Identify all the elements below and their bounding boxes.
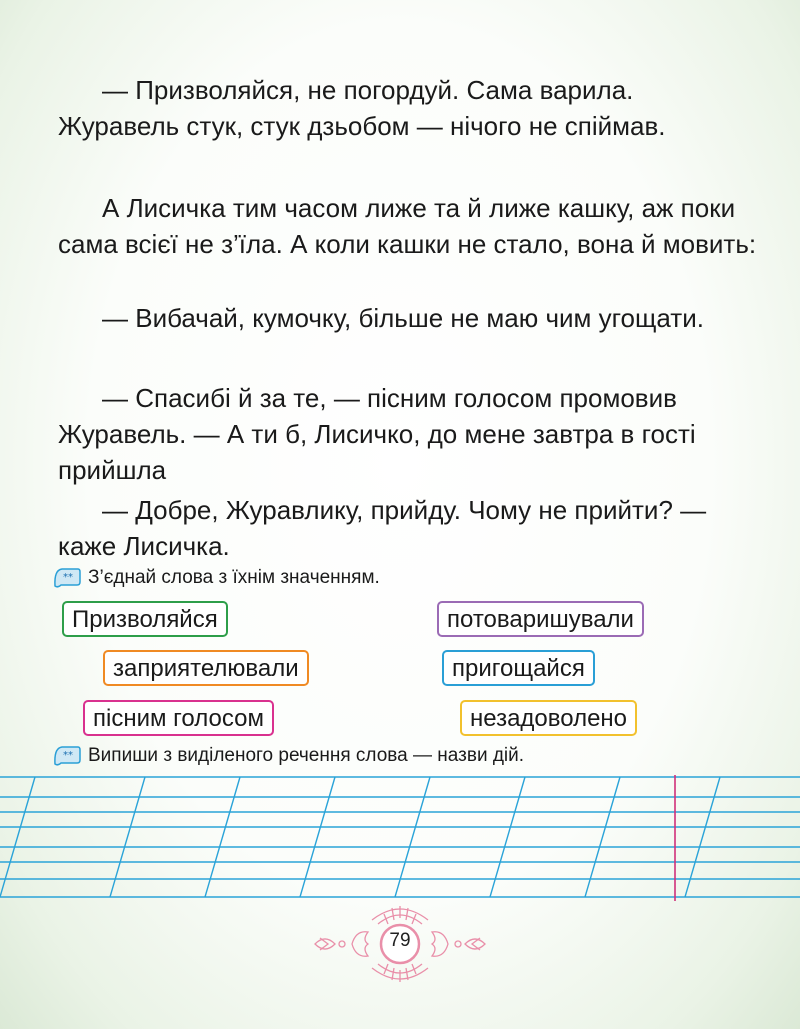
task-connect-text: З’єднай слова з їхнім значенням.: [88, 567, 380, 588]
task-connect-words: [52, 566, 380, 590]
story-paragraph-4: — Спасибі й за те, — пісним голосом промовив Журавель. — А ти б, Лисичко, до мене завтра в гості прийшла: [58, 383, 696, 485]
task-write-text: Випиши з виділеного речення слова — назви дій.: [88, 745, 525, 766]
page-number-ornament: [300, 900, 500, 990]
word-left-2[interactable]: заприятелювали: [103, 650, 309, 686]
svg-text:**: **: [63, 572, 73, 583]
word-right-2[interactable]: пригощайся: [442, 650, 595, 686]
word-right-3[interactable]: незадоволено: [460, 700, 637, 736]
story-paragraph-3: — Вибачай, кумочку, більше не маю чим угощати.: [102, 303, 704, 333]
page-number: 79: [389, 930, 411, 951]
writing-ruling[interactable]: [0, 775, 800, 905]
story-paragraph-5: — Добре, Журавлику, прийду. Чому не прийти? — каже Лисичка.: [58, 495, 707, 561]
word-left-1[interactable]: Призволяйся: [62, 601, 228, 637]
story-paragraph-2: А Лисичка тим часом лиже та й лиже кашку, аж поки сама всієї не з’їла. А коли кашки не стало, вона й мовить:: [58, 193, 757, 259]
task-star-icon: [52, 744, 82, 768]
task-write-actions: [52, 744, 524, 768]
word-left-3[interactable]: пісним голосом: [83, 700, 274, 736]
task-star-icon: [52, 566, 82, 590]
svg-text:**: **: [63, 750, 73, 761]
word-right-1[interactable]: потоваришували: [437, 601, 644, 637]
story-paragraph-1: — Призволяйся, не погордуй. Сама варила. Журавель стук, стук дзьобом — нічого не спіймав.: [58, 75, 666, 141]
